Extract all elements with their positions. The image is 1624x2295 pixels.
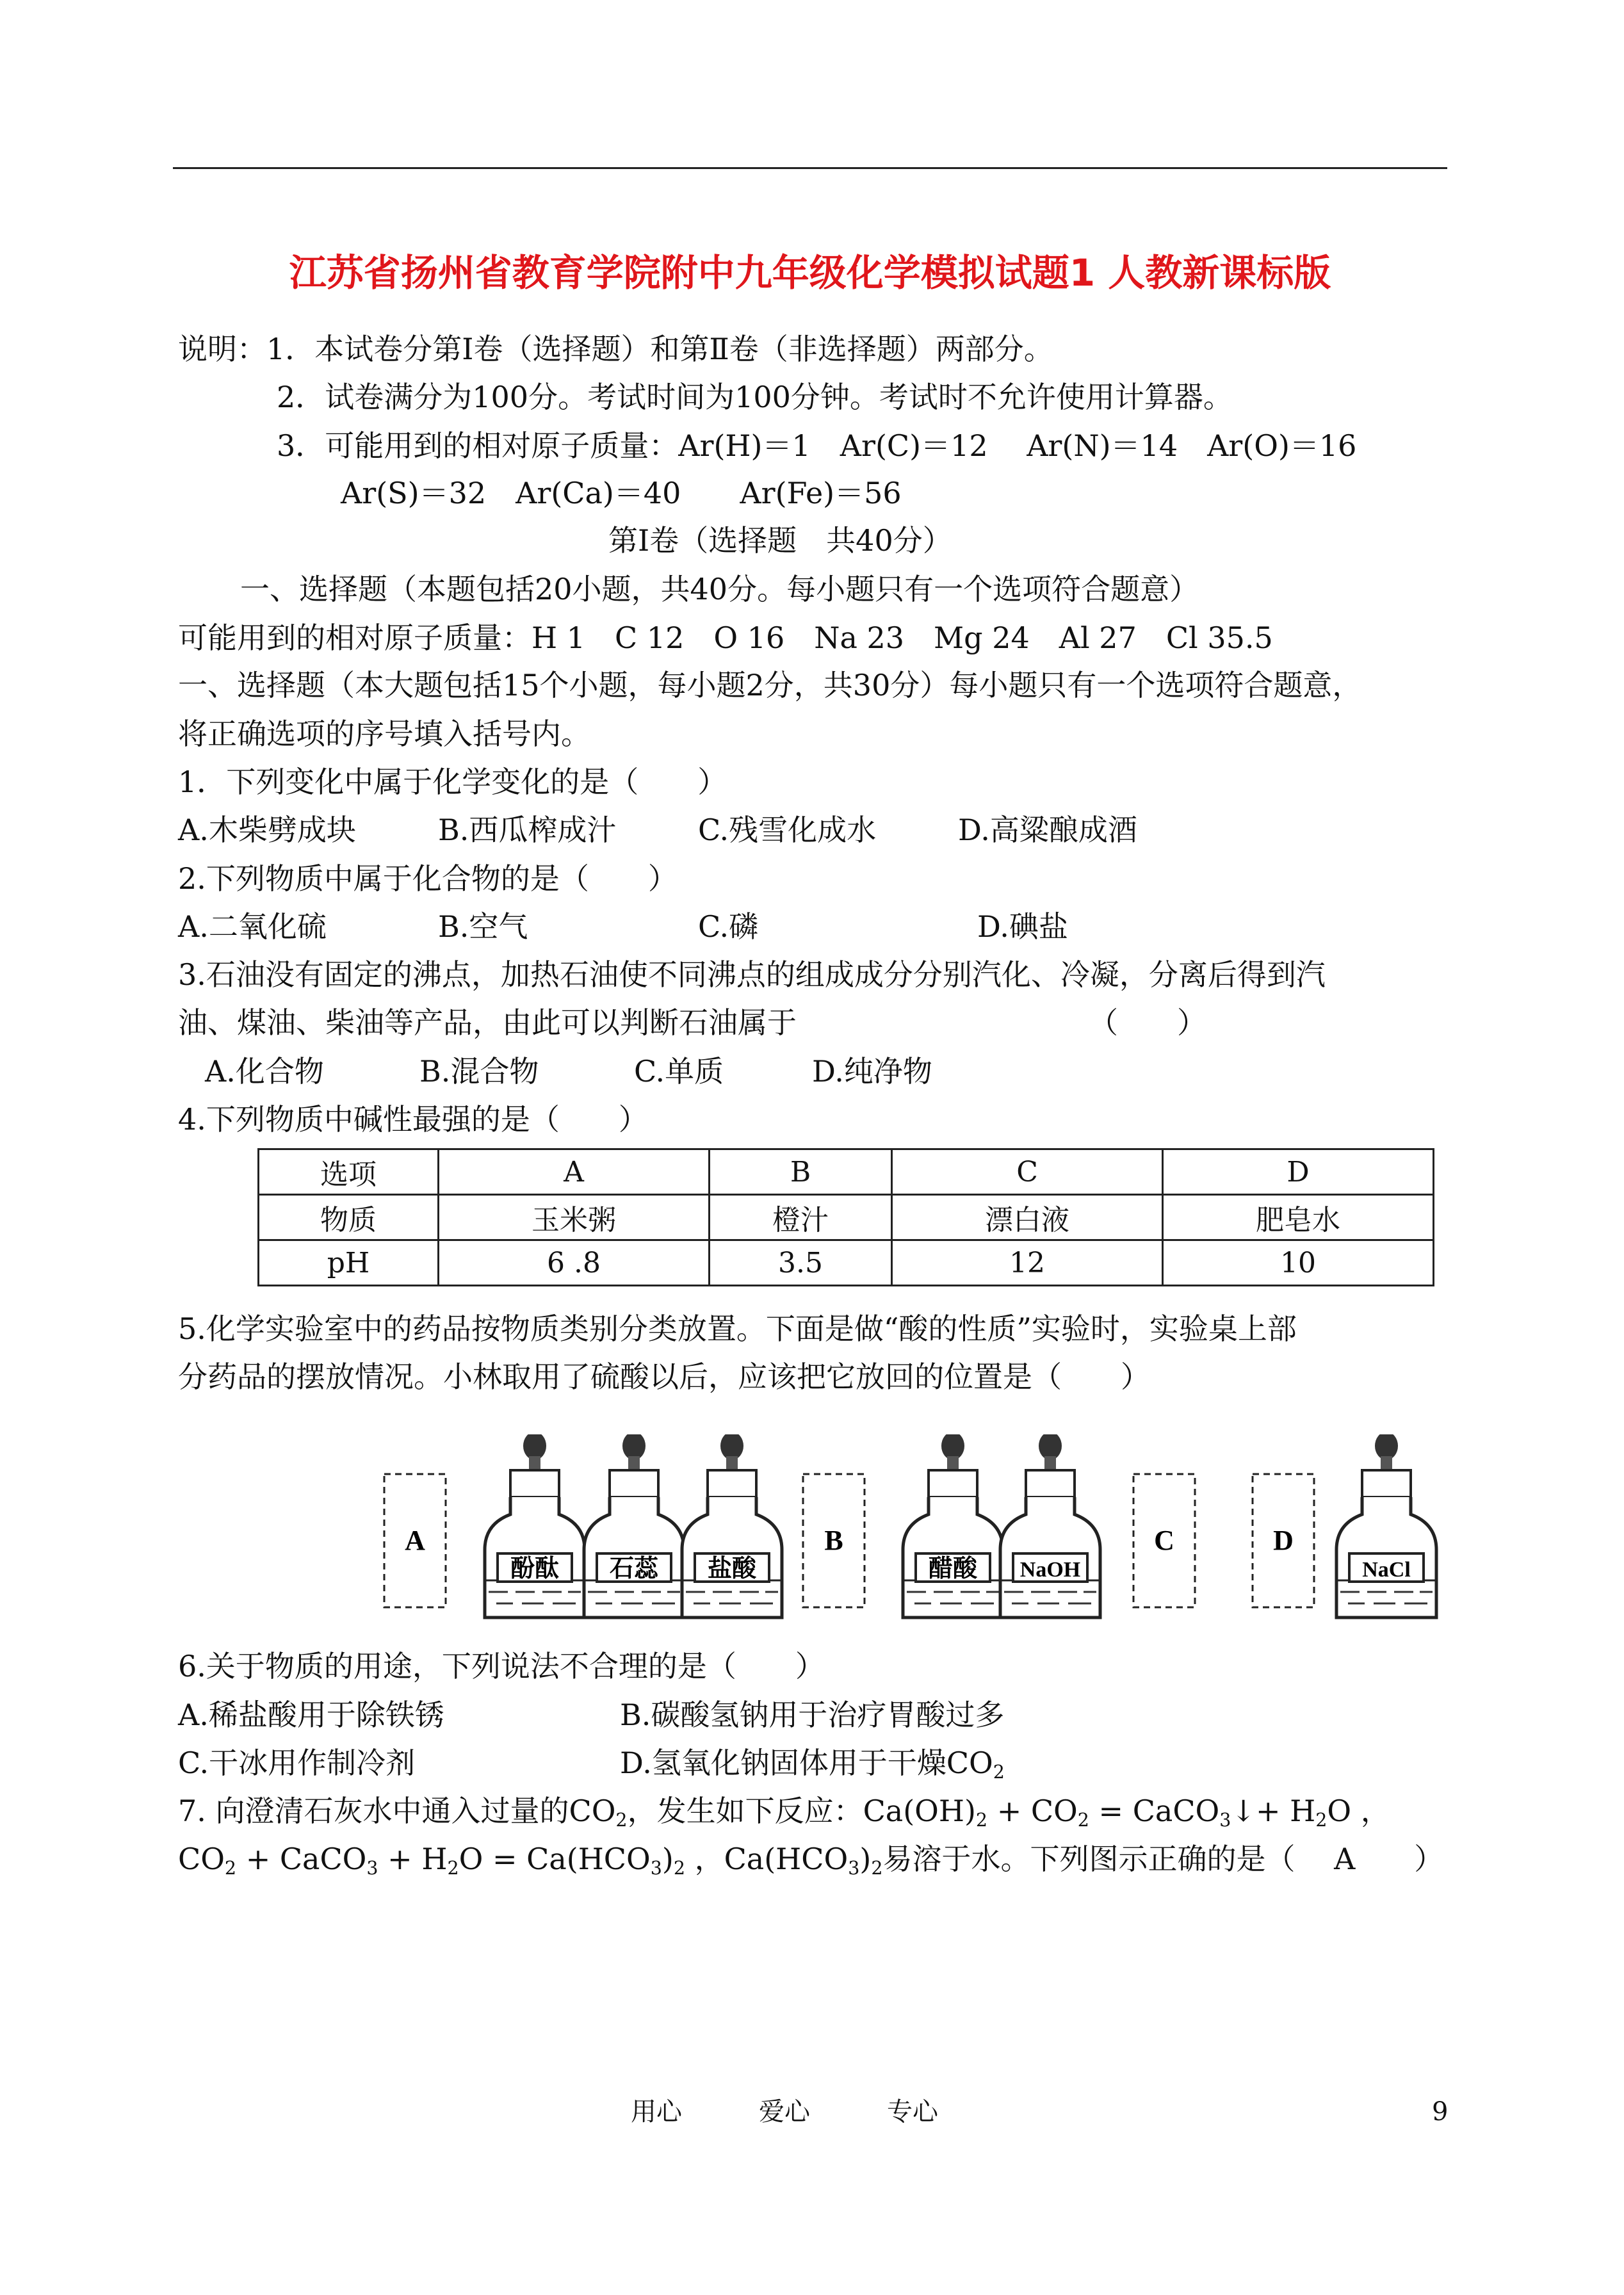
bottle-label: 醋酸 bbox=[928, 1554, 978, 1582]
q3-stem-line1: 3.石油没有固定的沸点，加热石油使不同沸点的组成成分分别汽化、冷凝，分离后得到汽 bbox=[178, 957, 1326, 992]
q7-text: O = Ca(HCO bbox=[459, 1842, 651, 1876]
table-cell: 选项 bbox=[259, 1149, 439, 1195]
q3-option-c: C.单质 bbox=[634, 1054, 724, 1089]
note-2: 2．试卷满分为100分。考试时间为100分钟。考试时不允许使用计算器。 bbox=[277, 380, 1233, 414]
subscript: 2 bbox=[615, 1809, 628, 1831]
subscript: 2 bbox=[673, 1857, 685, 1879]
bottle-label: 石蕊 bbox=[609, 1554, 659, 1582]
bottle-label: NaCl bbox=[1362, 1558, 1411, 1582]
reagent-shelf-figure bbox=[371, 1434, 1447, 1626]
part1-intro: 一、选择题（本题包括20小题，共40分。每小题只有一个选项符合题意） bbox=[240, 572, 1199, 606]
bottle-label: 酚酞 bbox=[510, 1554, 560, 1582]
q7-text: + CaCO bbox=[236, 1842, 367, 1876]
table-cell: 漂白液 bbox=[892, 1195, 1163, 1240]
q1-option-b: B.西瓜榨成汁 bbox=[438, 813, 617, 847]
atomic-masses: 可能用到的相对原子质量：H 1 C 12 O 16 Na 23 Mg 24 Al 27 Cl 35.5 bbox=[178, 620, 1273, 655]
q7-text: ，发生如下反应：Ca(OH) bbox=[627, 1794, 976, 1828]
q1-option-d: D.高粱酿成酒 bbox=[958, 813, 1137, 847]
q6-option-d-text: D.氢氧化钠固体用于干燥CO bbox=[620, 1746, 993, 1780]
subscript: 3 bbox=[848, 1857, 860, 1879]
table-cell: A bbox=[439, 1149, 710, 1195]
q6-option-c: C.干冰用作制冷剂 bbox=[178, 1746, 416, 1780]
table-cell: 6 .8 bbox=[439, 1240, 710, 1286]
note-1: 说明：1．本试卷分第Ⅰ卷（选择题）和第Ⅱ卷（非选择题）两部分。 bbox=[178, 332, 1053, 366]
reagent-bottle-sodium-chloride bbox=[1336, 1434, 1436, 1618]
table-row bbox=[259, 1149, 1434, 1195]
reagent-bottle-acetic-acid bbox=[903, 1434, 1003, 1618]
q2-option-b: B.空气 bbox=[438, 909, 528, 944]
bottle-label: 盐酸 bbox=[707, 1554, 757, 1582]
q2-option-a: A.二氧化硫 bbox=[178, 909, 327, 944]
q7-text: = CaCO bbox=[1089, 1794, 1220, 1828]
table-cell: D bbox=[1163, 1149, 1434, 1195]
table-cell: C bbox=[892, 1149, 1163, 1195]
document-title: 江苏省扬州省教育学院附中九年级化学模拟试题1 人教新课标版 bbox=[289, 251, 1331, 295]
q3-option-a: A.化合物 bbox=[205, 1054, 324, 1089]
section-heading: 第Ⅰ卷（选择题 共40分） bbox=[608, 523, 952, 558]
q6-stem: 6.关于物质的用途，下列说法不合理的是（ ） bbox=[178, 1649, 825, 1683]
q7-text: ，Ca(HCO bbox=[685, 1842, 849, 1876]
subscript: 2 bbox=[975, 1809, 988, 1831]
q3-stem-line2: 油、煤油、柴油等产品，由此可以判断石油属于 bbox=[178, 1005, 797, 1040]
part1-intro2-line1: 一、选择题（本大题包括15个小题，每小题2分，共30分）每小题只有一个选项符合题意， bbox=[178, 668, 1362, 702]
slot-b-label: B bbox=[824, 1525, 843, 1556]
reagent-bottle-hydrochloric-acid bbox=[682, 1434, 782, 1618]
q7-text: ) bbox=[662, 1842, 674, 1876]
q7-text: + H bbox=[378, 1842, 448, 1876]
q7-line2 bbox=[178, 1840, 1443, 1888]
table-cell: 10 bbox=[1163, 1240, 1434, 1286]
q7-text: CO bbox=[178, 1842, 225, 1876]
footer-right-text: 专心 bbox=[887, 2097, 938, 2127]
q7-text: O ， bbox=[1327, 1794, 1390, 1828]
footer-left-text: 用心 bbox=[631, 2097, 682, 2127]
q6-option-b: B.碳酸氢钠用于治疗胃酸过多 bbox=[620, 1698, 1005, 1732]
part1-intro2-line2: 将正确选项的序号填入括号内。 bbox=[178, 717, 590, 751]
q3-answer-blank: （ ） bbox=[1089, 1005, 1206, 1040]
q3-option-b: B.混合物 bbox=[419, 1054, 539, 1089]
q1-option-c: C.残雪化成水 bbox=[698, 813, 877, 847]
slot-a-label: A bbox=[405, 1525, 425, 1556]
q1-option-a: A.木柴劈成块 bbox=[178, 813, 356, 847]
subscript: 2 bbox=[1315, 1809, 1328, 1831]
subscript: 2 bbox=[993, 1761, 1005, 1783]
q5-stem-line2: 分药品的摆放情况。小林取用了硫酸以后，应该把它放回的位置是（ ） bbox=[178, 1359, 1150, 1394]
ph-table bbox=[257, 1148, 1434, 1286]
page-number: 9 bbox=[1432, 2097, 1449, 2127]
header-rule bbox=[173, 167, 1447, 169]
table-cell: 玉米粥 bbox=[439, 1195, 710, 1240]
note-3: 3．可能用到的相对原子质量：Ar(H)＝1 Ar(C)＝12 Ar(N)＝14 Ar(O)＝16 bbox=[277, 428, 1357, 463]
table-cell: 12 bbox=[892, 1240, 1163, 1286]
table-cell: B bbox=[709, 1149, 891, 1195]
q7-line1 bbox=[178, 1792, 1390, 1840]
q5-stem-line1: 5.化学实验室中的药品按物质类别分类放置。下面是做“酸的性质”实验时，实验桌上部 bbox=[178, 1311, 1297, 1346]
table-row bbox=[259, 1240, 1434, 1286]
q4-stem: 4.下列物质中碱性最强的是（ ） bbox=[178, 1102, 648, 1137]
footer-middle-text: 爱心 bbox=[759, 2097, 810, 2127]
q7-text: ↓+ H bbox=[1231, 1794, 1316, 1828]
reagent-bottle-sodium-hydroxide bbox=[1000, 1434, 1100, 1618]
subscript: 3 bbox=[366, 1857, 378, 1879]
subscript: 2 bbox=[447, 1857, 459, 1879]
q7-text: 易溶于水。下列图示正确的是（ A ） bbox=[882, 1842, 1444, 1876]
q3-option-d: D.纯净物 bbox=[812, 1054, 932, 1089]
bottle-label: NaOH bbox=[1019, 1558, 1081, 1582]
table-row bbox=[259, 1195, 1434, 1240]
q7-text: ) bbox=[859, 1842, 872, 1876]
table-cell: 3.5 bbox=[709, 1240, 891, 1286]
reagent-bottle-phenolphthalein bbox=[485, 1434, 585, 1618]
q7-text: + CO bbox=[987, 1794, 1078, 1828]
note-4: Ar(S)＝32 Ar(Ca)＝40 Ar(Fe)＝56 bbox=[341, 476, 902, 510]
slot-c-label: C bbox=[1154, 1525, 1174, 1556]
subscript: 3 bbox=[1219, 1809, 1231, 1831]
reagent-bottle-litmus bbox=[584, 1434, 684, 1618]
q2-option-c: C.磷 bbox=[698, 909, 759, 944]
q2-option-d: D.碘盐 bbox=[977, 909, 1068, 944]
q1-stem: 1．下列变化中属于化学变化的是（ ） bbox=[178, 765, 727, 799]
table-cell: 物质 bbox=[259, 1195, 439, 1240]
slot-d-label: D bbox=[1273, 1525, 1294, 1556]
table-cell: 肥皂水 bbox=[1163, 1195, 1434, 1240]
q6-option-d bbox=[620, 1744, 1005, 1792]
subscript: 2 bbox=[871, 1857, 883, 1879]
table-cell: 橙汁 bbox=[709, 1195, 891, 1240]
subscript: 2 bbox=[1077, 1809, 1089, 1831]
q6-option-a: A.稀盐酸用于除铁锈 bbox=[178, 1698, 444, 1732]
subscript: 3 bbox=[650, 1857, 662, 1879]
q7-text: 7. 向澄清石灰水中通入过量的CO bbox=[178, 1794, 616, 1828]
q2-stem: 2.下列物质中属于化合物的是（ ） bbox=[178, 861, 678, 896]
subscript: 2 bbox=[224, 1857, 237, 1879]
table-cell: pH bbox=[259, 1240, 439, 1286]
